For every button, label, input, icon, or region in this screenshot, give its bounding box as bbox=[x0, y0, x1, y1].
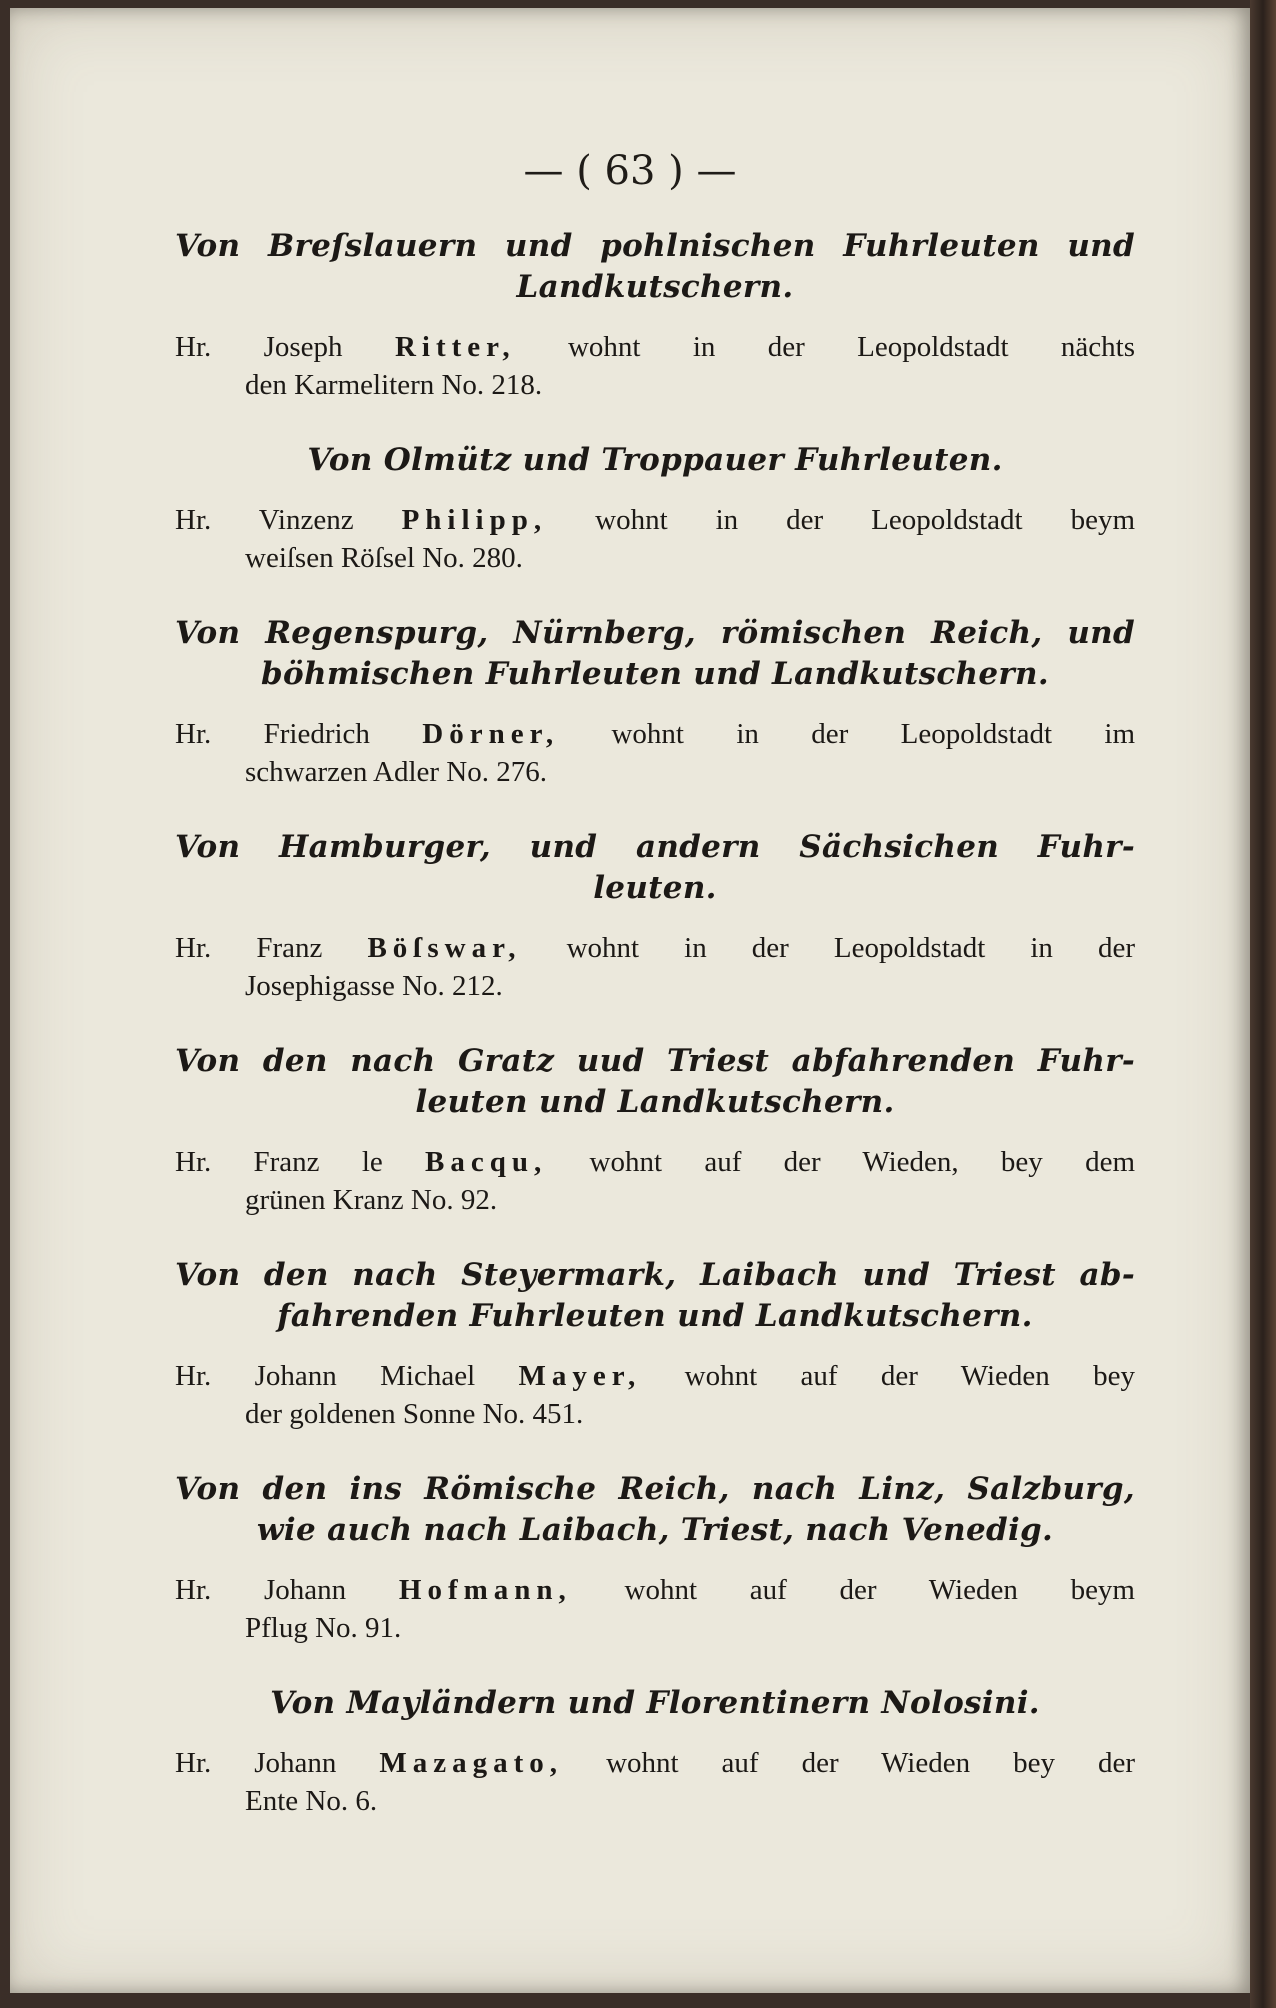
entry-line-2: weiſsen Röſsel No. 280. bbox=[245, 542, 523, 574]
entry-name: Mazagato, bbox=[379, 1747, 564, 1779]
entry-title: Hr. Friedrich bbox=[175, 718, 370, 750]
entry-name: Hofmann, bbox=[398, 1574, 572, 1606]
address-entry bbox=[175, 328, 1135, 404]
entry-title: Hr. Vinzenz bbox=[175, 504, 354, 536]
book-spine bbox=[1250, 0, 1276, 2008]
section-2 bbox=[175, 440, 1135, 577]
entry-line-2: schwarzen Adler No. 276. bbox=[245, 756, 547, 788]
address-entry bbox=[175, 929, 1135, 1005]
book-page bbox=[10, 8, 1250, 1993]
heading-line-1: Von Regenspurg, Nürnberg, römischen Reich, und bbox=[175, 615, 1135, 651]
heading-line-2: wie auch nach Laibach, Triest, nach Venedig. bbox=[256, 1512, 1054, 1548]
entry-rest: wohnt in der Leopoldstadt im bbox=[611, 718, 1136, 750]
section-heading bbox=[175, 226, 1135, 308]
entry-line-2: Pflug No. 91. bbox=[245, 1612, 402, 1644]
address-entry bbox=[175, 1357, 1135, 1433]
entry-name: Philipp, bbox=[401, 504, 548, 536]
section-8 bbox=[175, 1683, 1135, 1820]
section-heading bbox=[175, 613, 1135, 695]
entry-name: Bacqu, bbox=[425, 1146, 548, 1178]
heading-line-1: Von den nach Gratz uud Triest abfahrenden Fuhr- bbox=[175, 1043, 1135, 1079]
heading-line-1: Von den ins Römische Reich, nach Linz, Salzburg, bbox=[175, 1471, 1135, 1507]
entry-line-2: den Karmelitern No. 218. bbox=[245, 369, 543, 401]
entry-name: Mayer, bbox=[518, 1360, 642, 1392]
address-entry bbox=[175, 1571, 1135, 1647]
entry-line-2: Josephigasse No. 212. bbox=[245, 970, 503, 1002]
section-3 bbox=[175, 613, 1135, 791]
entry-line-2: Ente No. 6. bbox=[245, 1785, 378, 1817]
entry-title: Hr. Johann bbox=[175, 1574, 347, 1606]
heading-line-2: fahrenden Fuhrleuten und Landkutschern. bbox=[277, 1298, 1033, 1334]
entry-title: Hr. Joseph bbox=[175, 331, 343, 363]
entry-rest: wohnt auf der Wieden bey der bbox=[606, 1747, 1135, 1779]
section-heading bbox=[175, 1683, 1135, 1724]
entry-title: Hr. Johann Michael bbox=[175, 1360, 476, 1392]
heading-line-2: böhmischen Fuhrleuten und Landkutschern. bbox=[261, 656, 1049, 692]
entry-line-2: der goldenen Sonne No. 451. bbox=[245, 1398, 584, 1430]
entry-line-2: grünen Kranz No. 92. bbox=[245, 1184, 498, 1216]
section-7 bbox=[175, 1469, 1135, 1647]
heading-line-1: Von den nach Steyermark, Laibach und Triest ab- bbox=[175, 1257, 1135, 1293]
entry-title: Hr. Franz bbox=[175, 932, 323, 964]
page-text bbox=[175, 226, 1135, 1856]
entry-name: Dörner, bbox=[422, 718, 560, 750]
section-heading bbox=[175, 1255, 1135, 1337]
heading-line-2: leuten und Landkutschern. bbox=[415, 1084, 895, 1120]
entry-name: Ritter, bbox=[394, 331, 516, 363]
entry-name: Böſswar, bbox=[367, 932, 522, 964]
section-heading bbox=[175, 827, 1135, 909]
address-entry bbox=[175, 1744, 1135, 1820]
section-6 bbox=[175, 1255, 1135, 1433]
section-5 bbox=[175, 1041, 1135, 1219]
entry-rest: wohnt in der Leopoldstadt nächts bbox=[567, 331, 1136, 363]
section-heading bbox=[175, 440, 1135, 481]
heading-line-2: leuten. bbox=[593, 870, 717, 906]
entry-rest: wohnt in der Leopoldstadt beym bbox=[595, 504, 1136, 536]
entry-rest: wohnt auf der Wieden bey bbox=[684, 1360, 1136, 1392]
address-entry bbox=[175, 501, 1135, 577]
address-entry bbox=[175, 715, 1135, 791]
page-number: — ( 63 ) — bbox=[523, 148, 737, 194]
section-heading bbox=[175, 1041, 1135, 1123]
heading-line-1: Von Hamburger, und andern Sächsichen Fuhr- bbox=[175, 829, 1135, 865]
entry-rest: wohnt auf der Wieden beym bbox=[624, 1574, 1135, 1606]
entry-title: Hr. Johann bbox=[175, 1747, 337, 1779]
heading-line-2: Landkutschern. bbox=[516, 269, 794, 305]
section-4 bbox=[175, 827, 1135, 1005]
entry-title: Hr. Franz le bbox=[175, 1146, 383, 1178]
section-heading bbox=[175, 1469, 1135, 1551]
entry-rest: wohnt auf der Wieden, bey dem bbox=[589, 1146, 1135, 1178]
entry-rest: wohnt in der Leopoldstadt in der bbox=[566, 932, 1136, 964]
heading-line-1: Von Breſslauern und pohlnischen Fuhrleuten und bbox=[175, 228, 1135, 264]
address-entry bbox=[175, 1143, 1135, 1219]
section-1 bbox=[175, 226, 1135, 404]
heading-line-1: Von Olmütz und Troppauer Fuhrleuten. bbox=[307, 442, 1003, 478]
heading-line-1: Von Mayländern und Florentinern Nolosini. bbox=[270, 1685, 1040, 1721]
